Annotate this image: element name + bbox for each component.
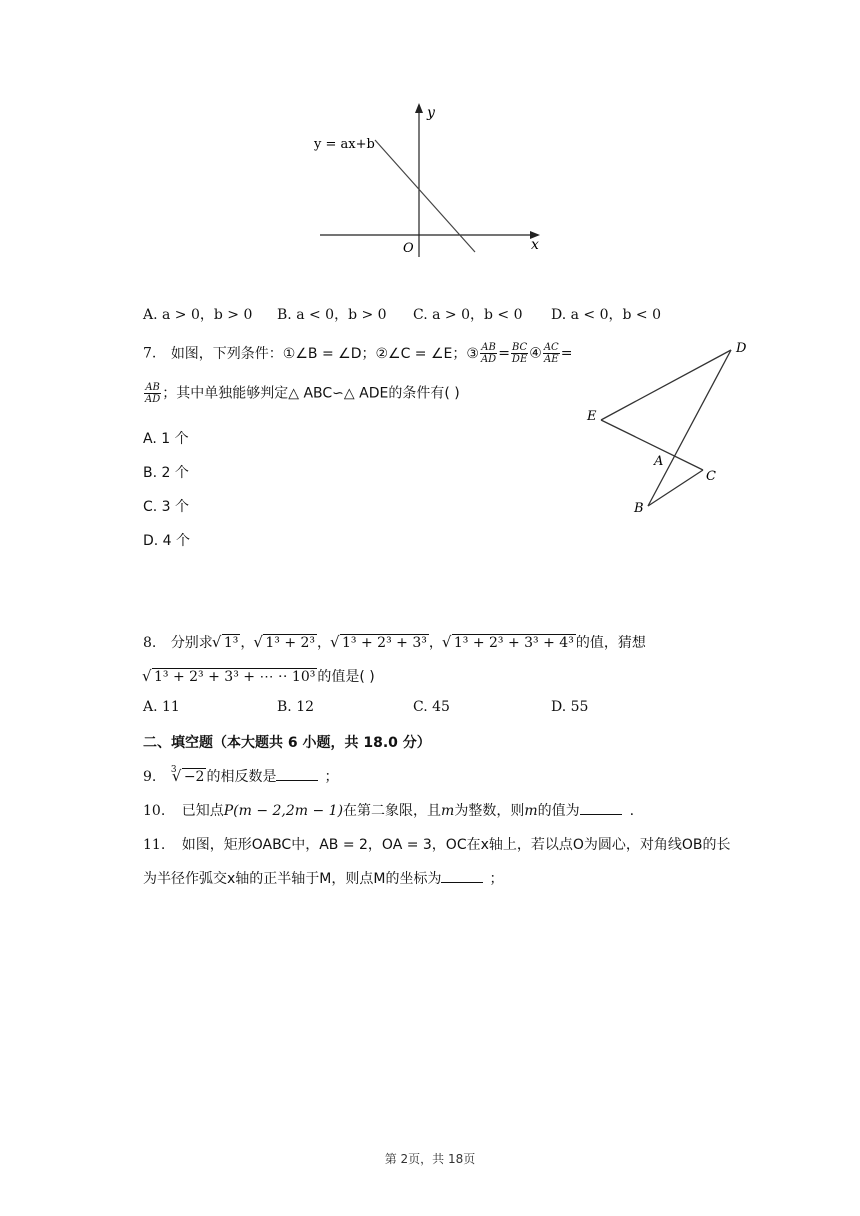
q10-line: 10. 已知点P(m − 2,2m − 1)在第二象限，且m为整数，则m的值为 .	[143, 803, 635, 819]
q11-answer-blank[interactable]	[441, 870, 483, 883]
line-label: y = ax+b	[314, 137, 375, 152]
q8-prefix: 分别求	[170, 635, 213, 651]
q8-line1: 8. 分别求√ 1³ ，√ 1³ + 2³ ，√ 1³ + 2³ + 3³ ，√ 1³ + 2³ + 3³ + 4³ 的值，猜想	[143, 632, 646, 652]
q8-option-b: B. 12	[277, 699, 315, 715]
origin-label: O	[403, 241, 414, 256]
point-b-label: B	[634, 501, 644, 516]
q11-line2: 为半径作弧交x轴的正半轴于M，则点M的坐标为 ；	[143, 871, 504, 887]
y-axis-arrow	[415, 103, 423, 113]
q8-root3: √ 1³ + 2³ + 3³	[331, 635, 429, 651]
q8-root2: √ 1³ + 2³	[254, 635, 317, 651]
page-footer: 第 2页，共 18页	[384, 1152, 476, 1166]
linear-function-graph	[300, 95, 560, 265]
q11-number: 11.	[143, 837, 166, 853]
q7-option-c: C. 3 个	[143, 499, 190, 515]
point-a-label: A	[654, 454, 664, 469]
q7-frac1: $\frac{AB}{AD}$	[480, 342, 497, 365]
q10-answer-blank[interactable]	[580, 802, 622, 815]
y-axis-label: y	[427, 105, 435, 121]
q11-line1: 11. 如图，矩形OABC中，AB = 2，OA = 3，OC在x轴上，若以点O为圆心，对角线OB的长	[143, 837, 731, 853]
q10-point-expr: P(m − 2,2m − 1)	[223, 803, 344, 819]
point-d-label: D	[736, 341, 747, 356]
x-axis-label: x	[531, 237, 539, 253]
section-heading-fill-in: 二、填空题（本大题共 6 小题，共 18.0 分）	[143, 735, 431, 751]
q8-root4: √ 1³ + 2³ + 3³ + 4³	[443, 635, 576, 651]
q9-number: 9.	[143, 769, 157, 785]
q7-circle4: ④	[529, 345, 542, 362]
q7-line2	[143, 382, 460, 405]
q9-text: 的相反数是	[206, 769, 277, 785]
q8-root1: √ 1³	[213, 635, 241, 651]
q8-option-d: D. 55	[551, 699, 589, 715]
q10-number: 10.	[143, 803, 166, 819]
q8-root5: √ 1³ + 2³ + 3³ + ⋯ ⋅⋅ 10³	[143, 669, 317, 685]
q8-suffix: 的值，猜想	[575, 635, 646, 651]
q7-frac4: $\frac{AB}{AD}$	[145, 382, 161, 405]
q8-option-c: C. 45	[413, 699, 450, 715]
q7-text1: 如图，下列条件：①∠B = ∠D；②∠C = ∠E；③	[170, 345, 479, 362]
q6-option-a: A. a > 0，b > 0	[143, 307, 253, 323]
q6-option-c: C. a > 0，b < 0	[413, 307, 523, 323]
q6-option-d: D. a < 0，b < 0	[551, 307, 662, 323]
q7-eq1: =	[498, 345, 510, 362]
q7-frac2: $\frac{BC}{DE}$	[511, 342, 528, 365]
q8-number: 8.	[143, 635, 157, 651]
q7-option-a: A. 1 个	[143, 431, 189, 447]
q7-line1	[143, 342, 572, 365]
q7-option-d: D. 4 个	[143, 533, 191, 549]
q7-text2: ；其中单独能够判定△ ABC∽△ ADE的条件有( )	[162, 385, 460, 402]
q7-eq2: =	[560, 345, 573, 362]
q7-number: 7.	[143, 345, 157, 362]
q9-answer-blank[interactable]	[276, 768, 318, 781]
q8-line2	[143, 666, 375, 686]
q9-line: 9. 3 √ −2 的相反数是 ；	[143, 766, 338, 786]
point-e-label: E	[587, 409, 597, 424]
q7-option-b: B. 2 个	[143, 465, 189, 481]
point-c-label: C	[706, 469, 716, 484]
q8-option-a: A. 11	[143, 699, 180, 715]
q7-triangle-figure	[580, 335, 760, 520]
q9-cube-root: 3 √ −2	[173, 769, 207, 785]
q6-option-b: B. a < 0，b > 0	[277, 307, 387, 323]
q8-line2-suffix: 的值是( )	[317, 669, 375, 685]
q7-frac3: $\frac{AC}{AE}$	[543, 342, 559, 365]
